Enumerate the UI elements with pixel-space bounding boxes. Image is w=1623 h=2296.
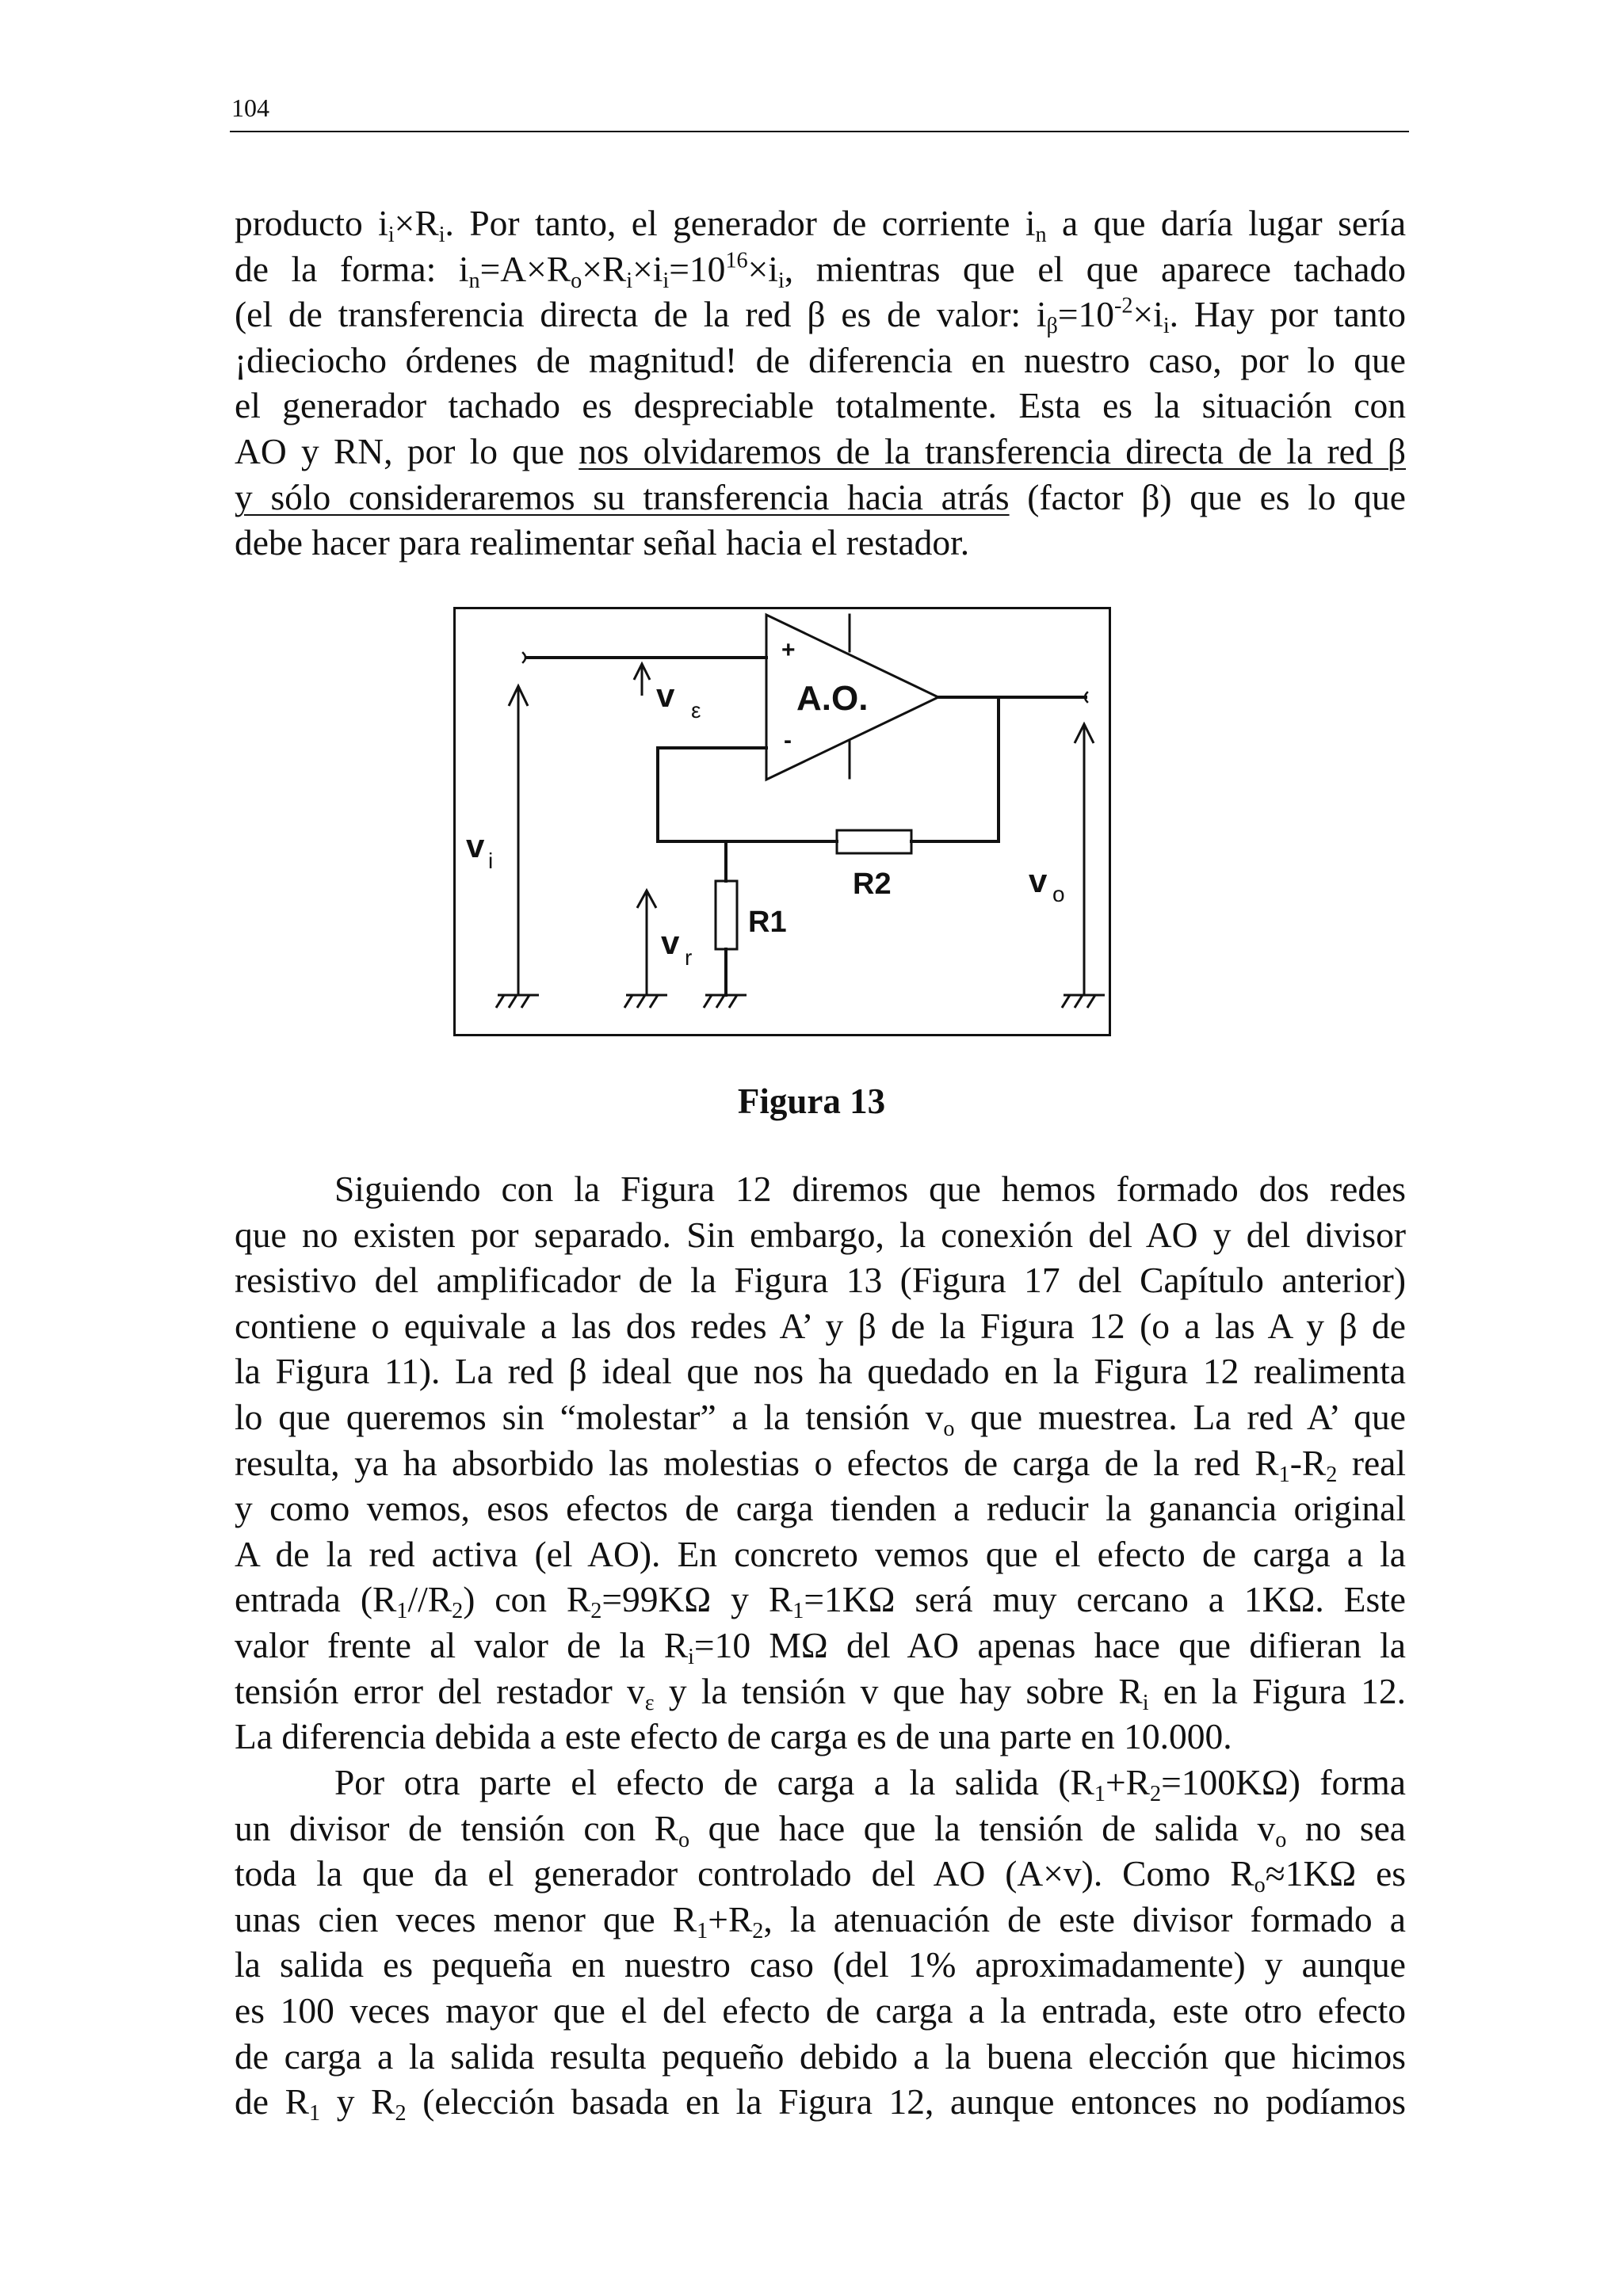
- text-line: Siguiendo con la Figura 12 diremos que hemos formado dos redes: [334, 1169, 1406, 1209]
- text-line: y sólo consideraremos su transferencia hacia atrás (factor β) que es lo que: [235, 476, 1406, 517]
- text-line: y como vemos, esos efectos de carga tienden a reducir la ganancia original: [235, 1488, 1406, 1529]
- underlined-text: y sólo consideraremos su transferencia hacia atrás: [235, 476, 1010, 517]
- text-line: de $R_1$ y $R_2$ (elección basada en la Figura 12, aunque entonces no podíamos: [235, 2081, 1407, 2126]
- vr-subscript: r: [685, 945, 693, 970]
- text-line: un divisor de tensión con $R_o$ que hace que la tensión de salida $v_o$ no sea: [235, 1807, 1406, 1852]
- paragraph-2: [235, 1166, 1406, 1760]
- text-line: la Figura 11). La red β ideal que nos ha quedado en la Figura 12 realimenta: [235, 1351, 1406, 1392]
- text-line: lo que queremos sin “molestar” a la tensión $v_o$ que muestrea. La red A’ que: [235, 1396, 1406, 1441]
- text-line: entrada $(R_1//R_2)$ con $R_2=99K\Omega$ y $R_1=1K\Omega$ será muy cercano a 1KΩ. Este: [235, 1579, 1406, 1624]
- text-line: el generador tachado es despreciable totalmente. Esta es la situación con: [235, 385, 1406, 426]
- figure-frame: [455, 608, 1110, 1035]
- r2-label: R2: [853, 868, 892, 901]
- vo-subscript: o: [1052, 882, 1065, 906]
- opamp-plus-label: +: [781, 637, 796, 663]
- opamp-minus-label: -: [784, 727, 792, 753]
- text-line: unas cien veces menor que $R_1+R_2$, la atenuación de este divisor formado a: [235, 1898, 1407, 1943]
- text-line: producto $i_i\times R_i$. Por tanto, el generador de corriente $i_n$ a que daría lugar sería: [235, 203, 1407, 247]
- text-line: debe hacer para realimentar señal hacia el restador.: [235, 522, 970, 563]
- text-line: la salida es pequeña en nuestro caso (del 1% aproximadamente) y aunque: [235, 1944, 1406, 1985]
- text-line: resistivo del amplificador de la Figura 13 (Figura 17 del Capítulo anterior): [235, 1260, 1406, 1301]
- r1-label: R1: [748, 906, 787, 939]
- text-line: Por otra parte el efecto de carga a la salida $(R_1+R_2=100K\Omega)$ forma: [334, 1762, 1406, 1806]
- veps-subscript: ε: [691, 698, 701, 723]
- header-rule: [230, 131, 1409, 132]
- vi-subscript: i: [488, 849, 494, 873]
- page-number: 104: [231, 93, 269, 122]
- text-line: valor frente al valor de la $R_i=10$ MΩ del AO apenas hace que difieran la: [235, 1624, 1406, 1669]
- vi-label: v: [466, 827, 485, 864]
- text-line: que no existen por separado. Sin embargo, la conexión del AO y del divisor: [235, 1214, 1406, 1255]
- text-line: de carga a la salida resulta pequeño debido a la buena elección que hicimos: [235, 2035, 1406, 2077]
- text-line: resulta, ya ha absorbido las molestias o efectos de carga de la red $R_1-R_2$ real: [235, 1442, 1406, 1487]
- figure-13-circuit: [453, 607, 1111, 1036]
- opamp-label: A.O.: [796, 679, 869, 718]
- text-line: AO y RN, por lo que nos olvidaremos de la transferencia directa de la red β: [235, 430, 1406, 471]
- text-line: A de la red activa (el AO). En concreto vemos que el efecto de carga a la: [235, 1533, 1406, 1574]
- veps-label: v: [656, 677, 675, 714]
- vr-label: v: [661, 924, 680, 961]
- paragraph-3: [235, 1760, 1406, 2125]
- vo-label: v: [1029, 862, 1048, 899]
- text-line: tensión error del restador $v_\varepsilon$ y la tensión v que hay sobre $R_i$ en la Figura 12.: [235, 1670, 1406, 1715]
- underlined-text: nos olvidaremos de la transferencia directa de la red β: [579, 430, 1406, 471]
- text-line: La diferencia debida a este efecto de carga es de una parte en 10.000.: [235, 1716, 1232, 1757]
- text-line: es 100 veces mayor que el del efecto de carga a la entrada, este otro efecto: [235, 1989, 1406, 2031]
- text-line: contiene o equivale a las dos redes A’ y β de la Figura 12 (o a las A y β de: [235, 1305, 1406, 1346]
- paragraph-1: [235, 200, 1406, 566]
- text-line: de la forma: $i_n=A\times R_o\times R_i\times i_i=10^{16}\times i_i$, mientras que el que aparece tachado: [235, 248, 1406, 293]
- text-line: (el de transferencia directa de la red β es de valor: $i_\beta=10^{-2}\times i_i$. Hay por tanto: [235, 293, 1406, 339]
- text-line: ¡dieciocho órdenes de magnitud! de diferencia en nuestro caso, por lo que: [235, 339, 1406, 380]
- text-line: toda la que da el generador controlado del AO (A×v). Como $R_o\approx 1K\Omega$ es: [235, 1853, 1406, 1898]
- figure-caption: Figura 13: [737, 1081, 886, 1121]
